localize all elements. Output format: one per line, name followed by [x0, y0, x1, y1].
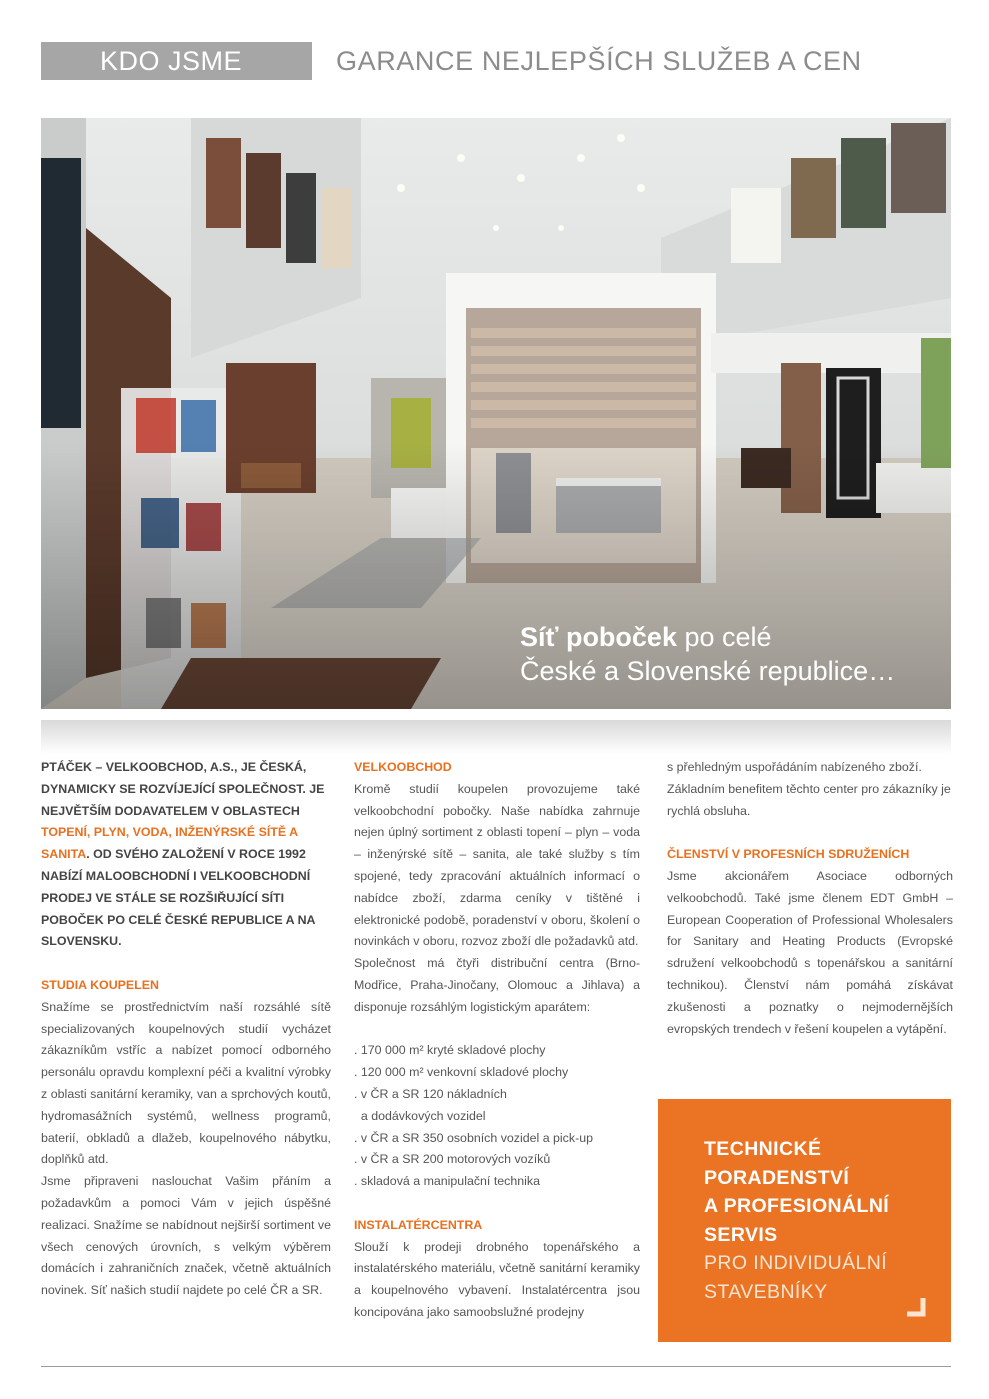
- list-item: . skladová a manipulační technika: [354, 1174, 540, 1189]
- promo-line-2: PORADENSTVÍ: [704, 1166, 850, 1189]
- studia-heading: STUDIA KOUPELEN: [41, 977, 159, 992]
- studia-paragraph-2: Jsme připraveni naslouchat Vašim přáním a požadavkům a pomoci Vám v jejich úspěšné realizaci. Snažíme se nabídnout nejširší sortiment ve všech cenových úrovních, s velkým výběrem domácích i zahraničních značek, včetně aktuálních novinek. Síť našich studií najdete po celé ČR a SR.: [41, 1174, 331, 1298]
- instalater-paragraph: Slouží k prodeji drobného topenářského a instalatérského materiálu, včetně sanitární keramiky a koupelnového vybavení. Instalatércentra jsou koncipována jako samoobslužné prodejny: [354, 1239, 640, 1319]
- list-item: . 170 000 m² kryté skladové plochy: [354, 1043, 546, 1058]
- list-item: . v ČR a SR 120 nákladních: [354, 1086, 507, 1101]
- caption-rest: po celé: [676, 622, 772, 652]
- list-item: a dodávkových vozidel: [354, 1108, 486, 1123]
- velkoobchod-heading: VELKOOBCHOD: [354, 760, 452, 774]
- intro-highlight: TOPENÍ, PLYN, VODA, INŽENÝRSKÉ SÍTĚ A SANITA: [41, 825, 298, 862]
- gradient-band: [41, 720, 951, 754]
- column-3: [667, 757, 953, 1040]
- intro-part2: . OD SVÉHO ZALOŽENÍ V ROCE 1992 NABÍZÍ MALOOBCHODNÍ I VELKOOBCHODNÍ PRODEJ VE STÁLE SE ROZŠIŘUJÍCÍ SÍTI POBOČEK PO CELÉ ČESKÉ REPUBLICE A NA SLOVENSKU.: [41, 847, 316, 949]
- section-tag: KDO JSME: [41, 42, 312, 80]
- promo-box: [658, 1099, 951, 1342]
- bottom-rule: [41, 1366, 951, 1367]
- caption-line2: České a Slovenské republice…: [520, 656, 896, 686]
- instalater-heading: INSTALATÉRCENTRA: [354, 1217, 483, 1232]
- list-item: . 120 000 m² venkovní skladové plochy: [354, 1065, 569, 1080]
- clenstvi-heading: ČLENSTVÍ V PROFESNÍCH SDRUŽENÍCH: [667, 847, 910, 862]
- column-2: [354, 757, 640, 1324]
- velkoobchod-paragraph-2: Společnost má čtyři distribuční centra (Brno-Modřice, Praha-Jinočany, Olomouc a Jihlava) a disponuje rozsáhlým logistickým aparátem:: [354, 956, 640, 1014]
- list-item: . v ČR a SR 350 osobních vozidel a pick-up: [354, 1130, 593, 1145]
- photo-caption: [520, 620, 895, 688]
- list-item: . v ČR a SR 200 motorových vozíků: [354, 1152, 551, 1167]
- clenstvi-paragraph: Jsme akcionářem Asociace odborných velkoobchodů. Také jsme členem EDT GmbH – European Cooperation of Professional Wholesalers for Sanitary and Heating Products (Evropské sdružení velkoobchodů s topenářskou a sanitární technikou). Členství nám pomáhá získávat zkušenosti a poznatky o nejmodernějších evropských trendech v řešení koupelen a vytápění.: [667, 868, 953, 1036]
- intro-part1: PTÁČEK – VELKOOBCHOD, A.S., JE ČESKÁ, DYNAMICKY SE ROZVÍJEJÍCÍ SPOLEČNOST. JE NEJVĚTŠÍM DODAVATELEM V OBLASTECH: [41, 760, 325, 818]
- instalater-paragraph-cont: s přehledným uspořádáním nabízeného zboží. Základním benefitem těchto center pro zákazníky je rychlá obsluha.: [667, 760, 951, 818]
- page-headline: GARANCE NEJLEPŠÍCH SLUŽEB A CEN: [336, 46, 862, 76]
- logistics-list: [354, 1040, 640, 1193]
- promo-text: [704, 1135, 889, 1307]
- promo-line-6: STAVEBNÍKY: [704, 1280, 828, 1303]
- studia-paragraph-1: Snažíme se prostřednictvím naší rozsáhlé sítě specializovaných koupelnových studií vycházet zákazníkům vstříc a nabízet pomocí odborného personálu opravdu komplexní péči a kvalitní výrobky z oblasti sanitární keramiky, van a sprchových koutů, hydromasážních systémů, wellness programů, baterií, obkladů a dlažeb, koupelnového nábytku, doplňků atd.: [41, 999, 331, 1167]
- showroom-photo: [41, 118, 951, 709]
- intro-paragraph: [41, 757, 331, 953]
- corner-bracket-icon: [905, 1296, 927, 1318]
- velkoobchod-paragraph-1: Kromě studií koupelen provozujeme také velkoobchodní pobočky. Naše nabídka zahrnuje nejen úplný sortiment z oblasti topení – plyn – voda – inženýrské sítě – sanita, ale také služby s tím spojené, tedy zpracování aktuálních informací o nabídce zboží, zdarma ceníky v tištěné i elektronické podobě, poradenství v oboru, školení o novinkách v oboru, rozvoz zboží dle požadavků atd.: [354, 781, 640, 949]
- promo-line-3: A PROFESIONÁLNÍ: [704, 1195, 890, 1218]
- column-1: [41, 757, 331, 1302]
- promo-line-5: PRO INDIVIDUÁLNÍ: [704, 1252, 888, 1275]
- promo-line-4: SERVIS: [704, 1223, 778, 1246]
- promo-line-1: TECHNICKÉ: [704, 1138, 822, 1160]
- caption-bold: Síť poboček: [520, 622, 677, 652]
